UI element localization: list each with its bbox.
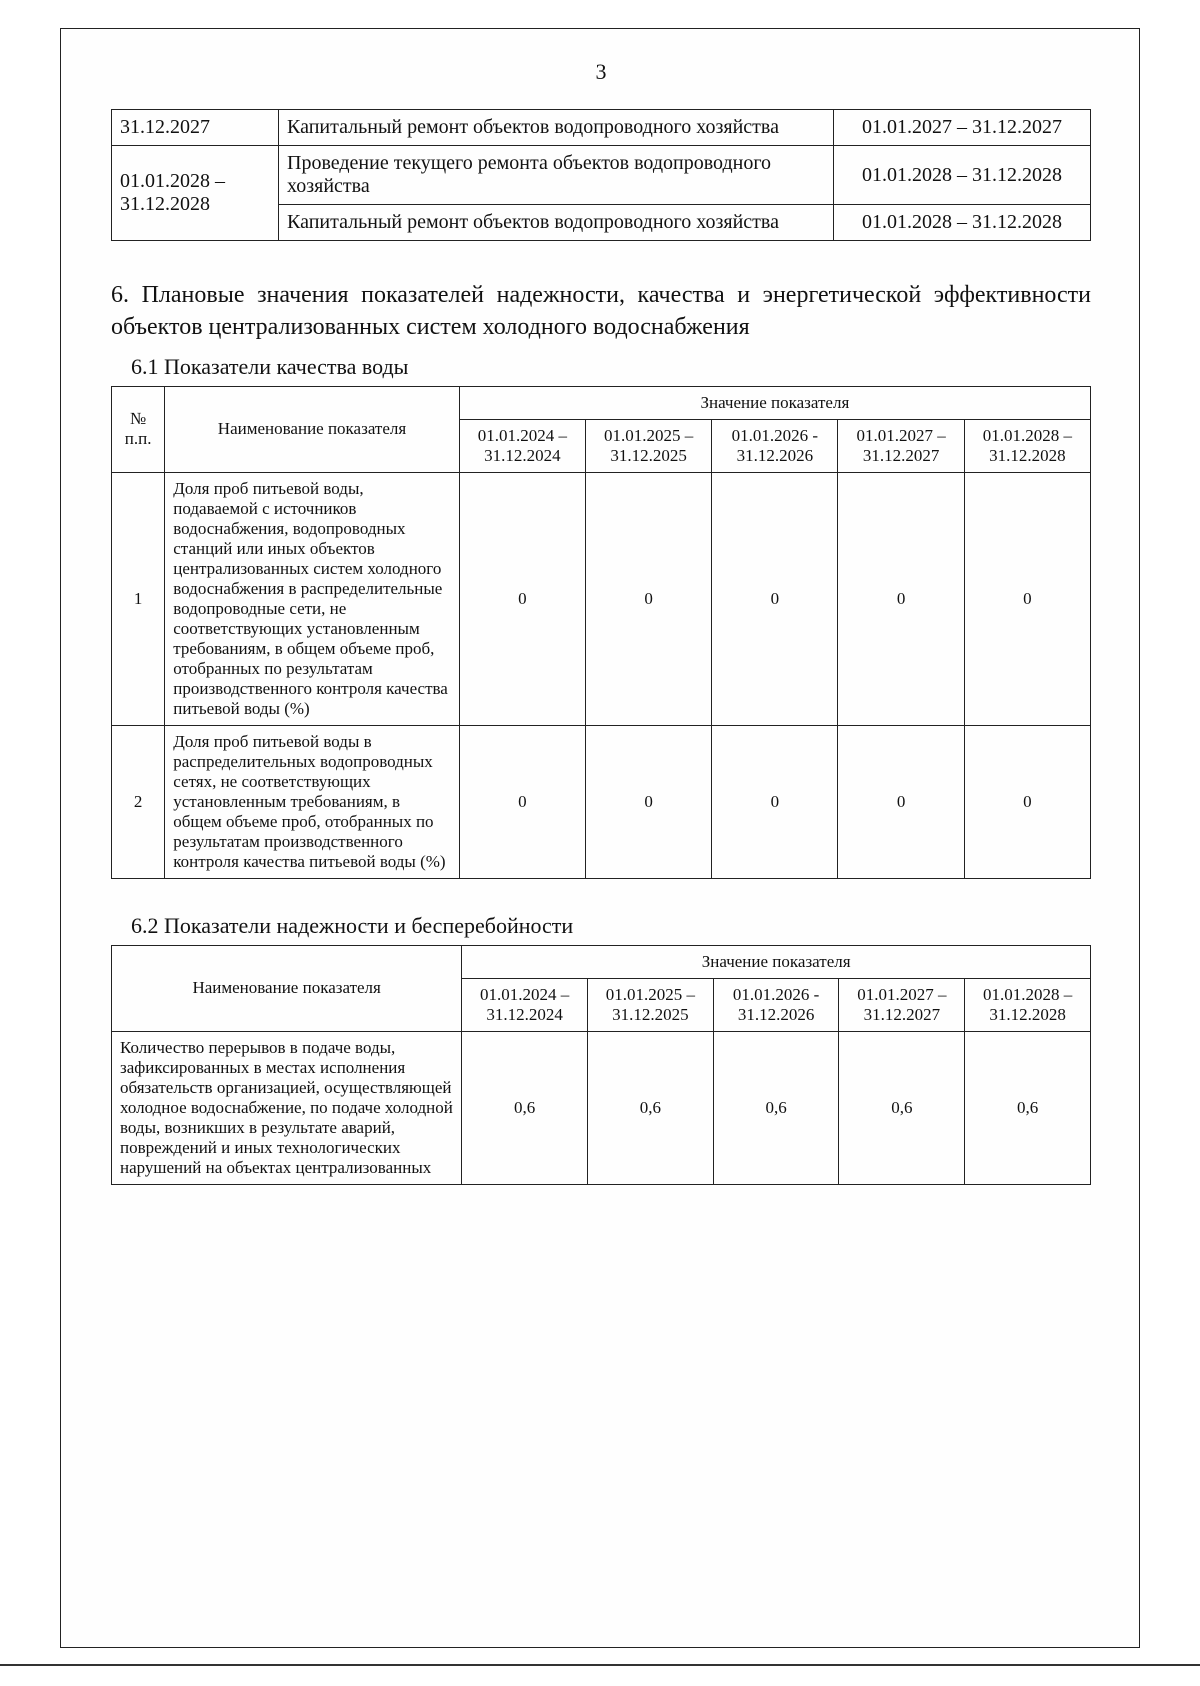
period-header: 01.01.2025 – 31.12.2025 <box>588 978 714 1031</box>
date-cell: 01.01.2027 – 31.12.2027 <box>834 110 1091 146</box>
date-cell: 01.01.2028 – 31.12.2028 <box>834 146 1091 205</box>
row-number: 1 <box>112 472 165 725</box>
indicator-value: 0,6 <box>839 1031 965 1184</box>
table-row <box>112 146 1091 205</box>
period-cell: 31.12.2027 <box>112 110 279 146</box>
num-header: № п.п. <box>112 386 165 472</box>
indicator-value: 0 <box>712 725 838 878</box>
indicator-value: 0 <box>964 725 1090 878</box>
period-header: 01.01.2027 – 31.12.2027 <box>839 978 965 1031</box>
page-content <box>111 59 1091 1185</box>
indicator-value: 0,6 <box>713 1031 839 1184</box>
table-row <box>112 472 1091 725</box>
section-6-2-heading: 6.2 Показатели надежности и бесперебойности <box>131 912 574 938</box>
table-row <box>112 725 1091 878</box>
indicator-value: 0 <box>585 725 711 878</box>
table-header-row <box>112 945 1091 978</box>
value-group-header: Значение показателя <box>462 945 1091 978</box>
section-6-heading: 6. Плановые значения показателей надежности, качества и энергетической эффективности объектов централизованных систем холодного водоснабжения <box>111 282 1091 341</box>
indicator-value: 0 <box>459 725 585 878</box>
period-header: 01.01.2025 – 31.12.2025 <box>585 419 711 472</box>
name-header: Наименование показателя <box>112 945 462 1031</box>
indicator-value: 0,6 <box>588 1031 714 1184</box>
indicator-value: 0 <box>964 472 1090 725</box>
period-cell: 01.01.2028 – 31.12.2028 <box>112 146 279 241</box>
page-number: 3 <box>595 59 607 84</box>
indicator-name: Количество перерывов в подаче воды, зафиксированных в местах исполнения обязательств организацией, осуществляющей холодное водоснабжение, по подаче холодной воды, возникших в результате аварий, повреждений и иных технологических нарушений на объектах централизованных <box>112 1031 462 1184</box>
period-header: 01.01.2027 – 31.12.2027 <box>838 419 964 472</box>
indicator-value: 0 <box>838 472 964 725</box>
activity-cell: Проведение текущего ремонта объектов водопроводного хозяйства <box>279 146 834 205</box>
indicator-value: 0 <box>459 472 585 725</box>
table-row <box>112 110 1091 146</box>
reliability-table <box>111 945 1091 1185</box>
table-header-row <box>112 386 1091 419</box>
period-header: 01.01.2026 - 31.12.2026 <box>712 419 838 472</box>
indicator-value: 0 <box>712 472 838 725</box>
period-header: 01.01.2026 - 31.12.2026 <box>713 978 839 1031</box>
continuation-table <box>111 109 1091 241</box>
indicator-value: 0 <box>585 472 711 725</box>
period-header: 01.01.2024 – 31.12.2024 <box>459 419 585 472</box>
value-group-header: Значение показателя <box>459 386 1090 419</box>
date-cell: 01.01.2028 – 31.12.2028 <box>834 205 1091 241</box>
indicator-value: 0,6 <box>462 1031 588 1184</box>
document-page <box>60 28 1140 1648</box>
section-6-1-heading: 6.1 Показатели качества воды <box>131 353 409 379</box>
table-row <box>112 1031 1091 1184</box>
indicator-value: 0,6 <box>965 1031 1091 1184</box>
row-number: 2 <box>112 725 165 878</box>
period-header: 01.01.2028 – 31.12.2028 <box>965 978 1091 1031</box>
indicator-name: Доля проб питьевой воды в распределительных водопроводных сетях, не соответствующих установленным требованиям, в общем объеме проб, отобранных по результатам производственного контроля качества питьевой воды (%) <box>165 725 459 878</box>
water-quality-table <box>111 386 1091 879</box>
period-header: 01.01.2024 – 31.12.2024 <box>462 978 588 1031</box>
scan-edge-line <box>0 1664 1200 1666</box>
indicator-name: Доля проб питьевой воды, подаваемой с источников водоснабжения, водопроводных станций или иных объектов централизованных систем холодного водоснабжения в распределительные водопроводные сети, не соответствующих установленным требованиям, в общем объеме проб, отобранных по результатам производственного контроля качества питьевой воды (%) <box>165 472 459 725</box>
activity-cell: Капитальный ремонт объектов водопроводного хозяйства <box>279 110 834 146</box>
indicator-value: 0 <box>838 725 964 878</box>
period-header: 01.01.2028 – 31.12.2028 <box>964 419 1090 472</box>
name-header: Наименование показателя <box>165 386 459 472</box>
activity-cell: Капитальный ремонт объектов водопроводного хозяйства <box>279 205 834 241</box>
